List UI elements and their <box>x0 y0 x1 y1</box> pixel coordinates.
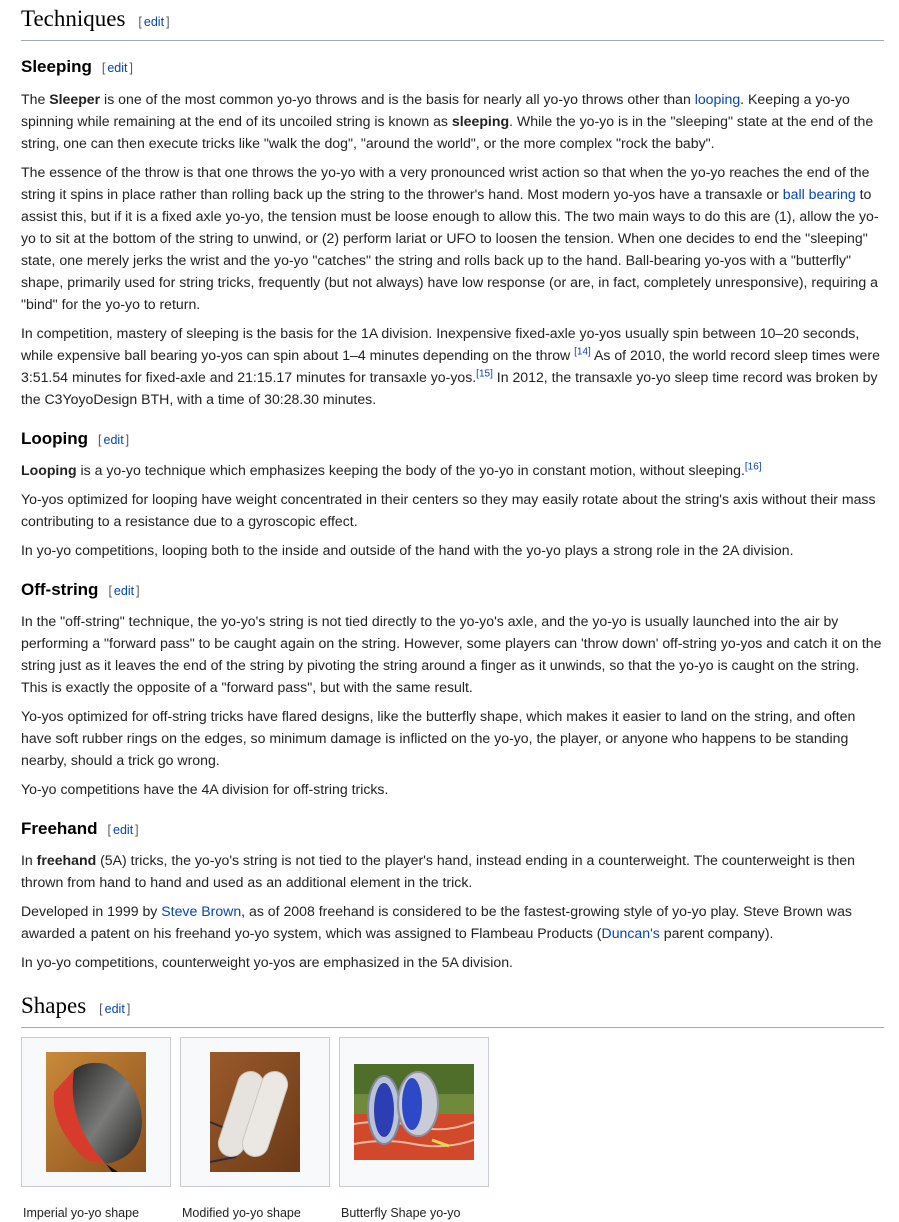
section-title: Shapes <box>21 993 87 1018</box>
edit-link[interactable]: edit <box>104 1002 125 1016</box>
citation <box>476 368 493 379</box>
paragraph <box>21 161 884 315</box>
text: (5A) tricks, the yo-yo's string is not tied to the player's hand, instead ending in a counterweight. The counterweight is then thrown from hand to hand and used as an additional element in the trick. <box>21 852 855 890</box>
paragraph <box>21 88 884 154</box>
gallery-item <box>339 1037 489 1222</box>
modified-yoyo-image[interactable] <box>210 1052 300 1172</box>
text: is one of the most common yo-yo throws and is the basis for nearly all yo-yo throws other than <box>100 91 695 107</box>
gallery-caption: Modified yo-yo shape <box>182 1206 301 1220</box>
edit-section: [ edit ] <box>108 584 140 598</box>
text: As of 2010, the world record sleep times were 3:51.54 minutes for fixed-axle and 21:15.17 minutes for transaxle yo-yos. <box>21 347 880 385</box>
edit-section: [ edit ] <box>138 15 170 29</box>
paragraph: Yo-yo competitions have the 4A division for off-string tricks. <box>21 781 389 797</box>
text: In competition, mastery of sleeping is the basis for the 1A division. Inexpensive fixed-axle yo-yos usually spin between 10–20 seconds, while expensive ball bearing yo-yos can spin about 1–4 minutes depending on the throw <box>21 325 860 363</box>
paragraph <box>21 459 884 481</box>
edit-section: [ edit ] <box>101 61 133 75</box>
text: Developed in 1999 by <box>21 903 162 919</box>
gallery-item <box>180 1037 330 1222</box>
text: . Keeping a yo-yo spinning while remaining at the end of its uncoiled string is known as <box>21 91 850 129</box>
section-title: Techniques <box>21 6 126 31</box>
image-gallery <box>21 1037 884 1222</box>
gallery-caption: Imperial yo-yo shape <box>23 1206 140 1220</box>
edit-link[interactable]: edit <box>103 433 124 447</box>
paragraph <box>21 322 884 410</box>
paragraph: Yo-yos optimized for looping have weight concentrated in their centers so they may easily rotate about the string's axis without their mass contributing to a resistance due to a gyroscopic effect. <box>21 491 876 529</box>
text: to assist this, but if it is a fixed axle yo-yo, the tension must be loose enough to allow this. The two main ways to do this are (1), allow the yo-yo to sit at the bottom of the string to unwind, or (2) perform lariat or UFO to loosen the tension. When one decides to end the "sleeping" state, one merely jerks the wrist and the yo-yo "catches" the string and rolls back up to the hand. Ball-bearing yo-yos with a "butterfly" shape, primarily used for string tricks, frequently (but not always) have low response (or are, in fact, completely unresponsive), requiring a "bind" for the yo-yo to return. <box>21 186 879 312</box>
link-ball-bearing[interactable]: ball bearing <box>782 186 856 202</box>
link-duncans[interactable]: Duncan's <box>601 925 660 941</box>
bold-term: sleeping <box>451 113 510 129</box>
subsection-heading-sleeping <box>21 55 884 80</box>
section-heading-shapes <box>21 991 884 1028</box>
butterfly-yoyo-image[interactable] <box>354 1064 474 1160</box>
bold-term: Sleeper <box>49 91 101 107</box>
citation <box>574 346 591 357</box>
paragraph: In yo-yo competitions, counterweight yo-yos are emphasized in the 5A division. <box>21 954 513 970</box>
edit-section: [ edit ] <box>98 433 130 447</box>
gallery-item <box>21 1037 171 1222</box>
text: The <box>21 91 50 107</box>
edit-link[interactable]: edit <box>107 61 128 75</box>
citation-link-16[interactable]: [16] <box>744 461 762 473</box>
citation <box>745 461 762 472</box>
paragraph: Yo-yos optimized for off-string tricks have flared designs, like the butterfly shape, which makes it easier to land on the string, and often have soft rubber rings on the edges, so minimum damage is inflicted on the yo-yo, the player, or anyone who happens to be standing nearby, should a trick go wrong. <box>21 708 856 768</box>
gallery-caption: Butterfly Shape yo-yo <box>341 1206 461 1220</box>
subsection-heading-freehand <box>21 817 884 842</box>
bold-term: freehand <box>36 852 97 868</box>
text: In <box>21 852 37 868</box>
subsection-heading-looping <box>21 427 884 452</box>
article-content <box>21 0 884 1222</box>
text: , as of 2008 freehand is considered to be the fastest-growing style of yo-yo play. Steve Brown was awarded a patent on his freehand yo-yo system, which was assigned to Flambeau Products ( <box>21 903 852 941</box>
section-heading-techniques <box>21 4 884 41</box>
text: . While the yo-yo is in the "sleeping" state at the end of the string, one can then execute tricks like "walk the dog", "around the world", or the more complex "rock the baby". <box>21 113 874 151</box>
bold-term: Looping <box>21 462 77 478</box>
subsection-title: Off-string <box>21 580 99 599</box>
text: In 2012, the transaxle yo-yo sleep time record was broken by the C3YoyoDesign BTH, with a time of 30:28.30 minutes. <box>21 369 878 407</box>
link-steve-brown[interactable]: Steve Brown <box>161 903 242 919</box>
subsection-title: Freehand <box>21 819 98 838</box>
edit-section: [ edit ] <box>99 1002 131 1016</box>
paragraph <box>21 900 884 944</box>
gallery-thumbnail[interactable] <box>339 1037 489 1187</box>
citation-link-15[interactable]: [15] <box>476 368 493 380</box>
link-looping[interactable]: looping <box>694 91 741 107</box>
subsection-title: Looping <box>21 429 89 448</box>
subsection-heading-off-string <box>21 578 884 603</box>
edit-link[interactable]: edit <box>113 823 134 837</box>
edit-link[interactable]: edit <box>143 15 165 29</box>
edit-section: [ edit ] <box>107 823 139 837</box>
subsection-title: Sleeping <box>21 57 92 76</box>
paragraph: In the "off-string" technique, the yo-yo's string is not tied directly to the yo-yo's axle, and the yo-yo is usually launched into the air by performing a "forward pass" to be caught again on the string. However, some players can 'throw down' off-string yo-yos and catch it on the string just as it leaves the end of the string by pivoting the string around a finger as it unwinds, so that the yo-yo is caught on the string. This is exactly the opposite of a "forward pass", but with the same result. <box>21 613 882 695</box>
text: is a yo-yo technique which emphasizes keeping the body of the yo-yo in constant motion, without sleeping. <box>76 462 745 478</box>
imperial-yoyo-image[interactable] <box>46 1052 146 1172</box>
paragraph <box>21 849 884 893</box>
gallery-thumbnail[interactable] <box>180 1037 330 1187</box>
paragraph: In yo-yo competitions, looping both to the inside and outside of the hand with the yo-yo plays a strong role in the 2A division. <box>21 542 794 558</box>
text: The essence of the throw is that one throws the yo-yo with a very pronounced wrist action so that when the yo-yo reaches the end of the string it spins in place rather than rolling back up the string to the thrower's hand. Most modern yo-yos have a transaxle or <box>21 164 870 202</box>
edit-link[interactable]: edit <box>113 584 135 598</box>
text: parent company). <box>659 925 774 941</box>
citation-link-14[interactable]: [14] <box>574 346 591 358</box>
gallery-thumbnail[interactable] <box>21 1037 171 1187</box>
